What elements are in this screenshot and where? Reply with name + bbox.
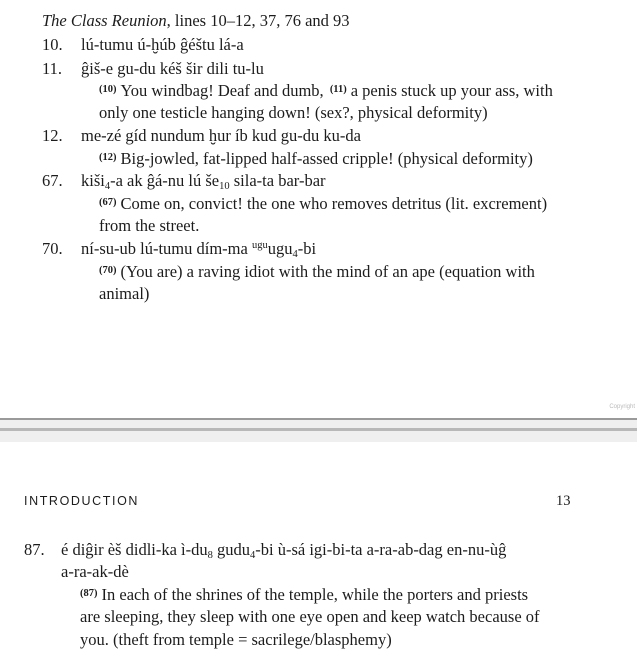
sumerian-67-part-c: sila-ta bar-bar <box>229 171 326 190</box>
translation-87 <box>80 584 528 605</box>
sumerian-87-part-b: gudu <box>212 540 251 559</box>
sumerian-67-part-a: kiši <box>81 171 105 190</box>
running-header: INTRODUCTION <box>24 494 140 508</box>
sumerian-line-70 <box>81 239 316 259</box>
translation-67-cont: from the street. <box>99 216 200 235</box>
note-marker-12: (12) <box>99 152 117 163</box>
copyright-watermark: Copyright <box>609 404 635 410</box>
translation-87-cont1: are sleeping, they sleep with one eye open and keep watch because of <box>80 607 540 626</box>
note-marker-10: (10) <box>99 84 117 95</box>
translation-70-cont: animal) <box>99 284 150 303</box>
sumerian-line-87 <box>61 540 506 560</box>
translation-text-67: Come on, convict! the one who removes detritus (lit. excrement) <box>120 194 548 213</box>
line-number-67: 67. <box>42 171 63 190</box>
line-number-70: 70. <box>42 239 63 258</box>
sumerian-70-determinative: ugu <box>251 240 268 251</box>
sumerian-line-11: ĝiš-e gu-du kéš šir dili tu-lu <box>81 59 264 78</box>
sumerian-87-sub-a: 8 <box>207 550 213 561</box>
line-number-10: 10. <box>42 35 63 54</box>
sumerian-87-part-a: é diĝir èš didli-ka ì-du <box>61 540 208 559</box>
line-number-87: 87. <box>24 540 45 559</box>
sumerian-67-part-b: -a ak ĝá-nu lú še <box>110 171 220 190</box>
sumerian-line-67 <box>81 171 326 191</box>
sumerian-line-87-cont: a-ra-ak-dè <box>61 562 129 581</box>
section-title <box>42 11 350 31</box>
translation-12 <box>99 148 533 169</box>
translation-70 <box>99 261 535 282</box>
sumerian-67-sub-b: 10 <box>219 181 230 192</box>
translation-text-87: In each of the shrines of the temple, while the porters and priests <box>101 585 529 604</box>
sumerian-70-sub-b: 4 <box>292 249 298 260</box>
title-work-name: The Class Reunion <box>42 11 167 30</box>
sumerian-line-10: lú-tumu ú-ḫúb ĝéštu lá-a <box>81 35 244 54</box>
translation-87-cont2: you. (theft from temple = sacrilege/blasphemy) <box>80 630 392 649</box>
sumerian-70-part-a: ní-su-ub lú-tumu dím-ma <box>81 239 252 258</box>
note-marker-87: (87) <box>80 588 98 599</box>
sumerian-67-sub-a: 4 <box>104 181 111 192</box>
translation-10-11-cont: only one testicle hanging down! (sex?, physical deformity) <box>99 103 488 122</box>
translation-text-12: Big-jowled, fat-lipped half-assed cripple! (physical deformity) <box>120 149 533 168</box>
sumerian-70-part-c: -bi <box>297 239 317 258</box>
sumerian-line-12: me-zé gíd nundum ḫur íb kud gu-du ku-da <box>81 126 361 145</box>
translation-text-b: a penis stuck up your ass, with <box>350 81 553 100</box>
sumerian-70-part-b: ugu <box>267 239 293 258</box>
page-number: 13 <box>556 493 571 509</box>
translation-10-11 <box>99 80 553 101</box>
page-break-line-top <box>0 418 637 420</box>
translation-67 <box>99 193 547 214</box>
sumerian-87-part-c: -bi ù-sá igi-bi-ta a-ra-ab-dag en-nu-ùĝ <box>255 540 507 559</box>
page-break-line-bottom <box>0 428 637 431</box>
note-marker-67: (67) <box>99 197 117 208</box>
sumerian-87-sub-b: 4 <box>250 550 256 561</box>
translation-text-70: (You are) a raving idiot with the mind of an ape (equation with <box>120 262 535 281</box>
note-marker-70: (70) <box>99 265 117 276</box>
title-line-refs: , lines 10–12, 37, 76 and 93 <box>166 11 350 30</box>
translation-text-a: You windbag! Deaf and dumb, <box>120 81 324 100</box>
line-number-12: 12. <box>42 126 63 145</box>
note-marker-11: (11) <box>329 84 347 95</box>
line-number-11: 11. <box>42 59 63 78</box>
